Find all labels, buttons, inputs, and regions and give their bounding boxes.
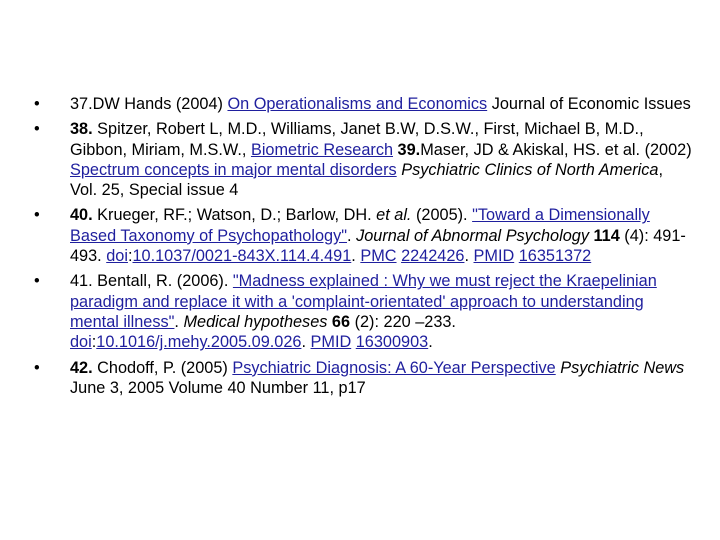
ref-text: Spitzer, Robert L, M.D., Williams, Janet B.W, D.S.W., First, Michael B, M.D., Gibbon, Miriam, M.S.W.,	[70, 120, 644, 159]
ref-text: Chodoff, P. (2005)	[92, 358, 233, 377]
reference-item	[34, 205, 694, 266]
ref-link[interactable]: Spectrum concepts in major mental disorders	[70, 160, 397, 179]
journal-name: Psychiatric News	[560, 358, 685, 377]
ref-text: Krueger, RF.; Watson, D.; Barlow, DH.	[92, 206, 377, 225]
ref-link[interactable]: Biometric Research	[250, 140, 394, 159]
pmc-link[interactable]: 2242426	[401, 247, 465, 266]
ref-link[interactable]: Psychiatric Diagnosis: A 60-Year Perspective	[232, 358, 556, 377]
reference-item	[34, 271, 694, 352]
bullet-icon: •	[34, 206, 40, 225]
doi-label-link[interactable]: doi	[106, 247, 128, 266]
bullet-icon: •	[34, 358, 40, 377]
ref-text: 37.DW Hands (2004)	[70, 95, 228, 113]
bullet-icon: •	[34, 95, 40, 113]
ref-text: :	[127, 247, 133, 266]
ref-text: , Vol. 25, Special issue 4	[70, 160, 663, 200]
ref-text: (2): 220 –233.	[350, 312, 456, 331]
ref-text: :	[91, 333, 97, 352]
ref-text: .	[347, 226, 357, 245]
volume: 66	[331, 312, 351, 331]
journal-name: Psychiatric Clinics of North America	[401, 160, 659, 179]
bullet-icon: •	[34, 272, 40, 291]
ref-text: .	[351, 247, 361, 266]
ref-text: June 3, 2005 Volume 40 Number 11, p17	[70, 378, 366, 397]
ref-text: 41. Bentall, R. (2006).	[70, 272, 233, 291]
ref-number: 42.	[70, 358, 93, 377]
pmc-label-link[interactable]: PMC	[360, 247, 397, 266]
ref-number: 40.	[70, 206, 93, 225]
reference-item	[34, 94, 694, 114]
ref-text: Maser, JD & Akiskal, HS. et al. (2002)	[420, 140, 692, 159]
ref-text: .	[428, 333, 433, 352]
ref-text: .	[174, 312, 184, 331]
reference-item	[34, 358, 694, 399]
journal-name: Medical hypotheses	[183, 312, 328, 331]
et-al: et al.	[376, 206, 412, 225]
ref-number: 38.	[70, 120, 93, 139]
ref-number: 39.	[397, 140, 421, 159]
pmid-link[interactable]: 16351372	[518, 247, 592, 266]
ref-link[interactable]: "Toward a Dimensionally Based Taxonomy of Psychopathology"	[70, 206, 650, 245]
ref-text: (4): 491-493.	[70, 226, 686, 266]
ref-text: (2005).	[411, 206, 473, 225]
journal-name: Journal of Abnormal Psychology	[356, 226, 589, 245]
pmid-link[interactable]: 16300903	[355, 333, 429, 352]
ref-text: .	[464, 247, 474, 266]
volume: 114	[593, 226, 620, 245]
reference-item	[34, 119, 694, 200]
ref-link[interactable]: On Operationalisms and Economics	[227, 95, 488, 113]
pmid-label-link[interactable]: PMID	[473, 247, 515, 266]
bullet-icon: •	[34, 120, 40, 139]
ref-link[interactable]: "Madness explained : Why we must reject the Kraepelinian paradigm and replace it with a 'complaint-orientated' approach to understanding mental illness"	[70, 272, 657, 331]
ref-text: .	[301, 333, 311, 352]
ref-text: Journal of Economic Issues	[487, 95, 691, 113]
doi-link[interactable]: 10.1016/j.mehy.2005.09.026	[96, 333, 302, 352]
reference-list	[34, 94, 694, 398]
doi-link[interactable]: 10.1037/0021-843X.114.4.491	[132, 247, 352, 266]
doi-label-link[interactable]: doi	[70, 333, 92, 352]
pmid-label-link[interactable]: PMID	[310, 333, 352, 352]
